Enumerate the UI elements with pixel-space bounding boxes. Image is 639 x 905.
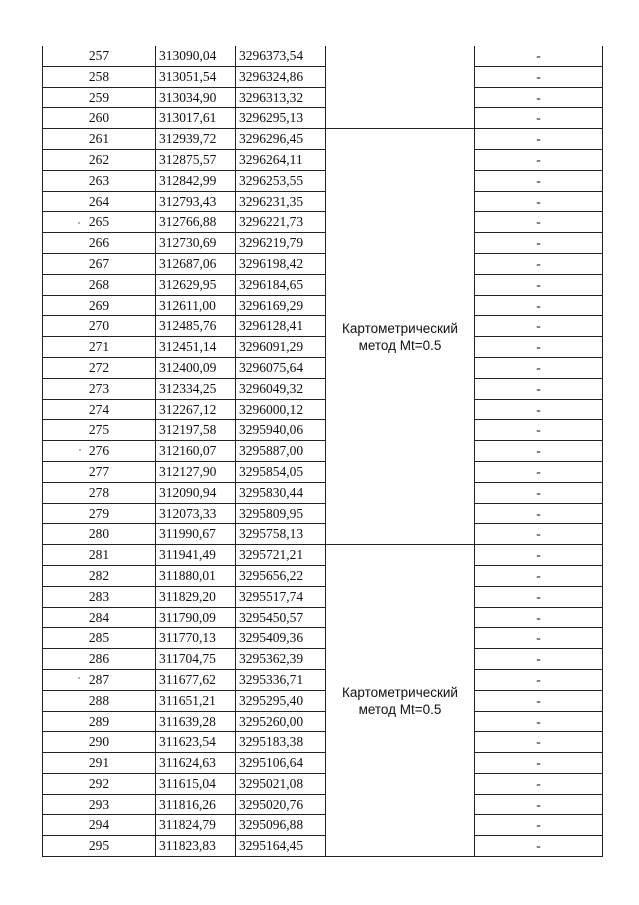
table-row — [43, 794, 603, 815]
point-number-cell: 282 — [43, 565, 156, 586]
y-coordinate-cell: 3295887,00 — [236, 441, 326, 462]
y-coordinate-cell: 3295362,39 — [236, 649, 326, 670]
table-row — [43, 337, 603, 358]
y-coordinate-cell: 3295517,74 — [236, 586, 326, 607]
error-cell: - — [475, 253, 603, 274]
x-coordinate-cell: 311816,26 — [156, 794, 236, 815]
error-cell: - — [475, 815, 603, 836]
point-number-cell: 267 — [43, 253, 156, 274]
error-cell: - — [475, 690, 603, 711]
error-cell: - — [475, 565, 603, 586]
point-number-cell: 281 — [43, 545, 156, 566]
coordinates-table-body — [43, 46, 603, 857]
error-cell: - — [475, 607, 603, 628]
table-row — [43, 108, 603, 129]
table-row — [43, 753, 603, 774]
scan-speck — [78, 222, 80, 224]
x-coordinate-cell: 311623,54 — [156, 732, 236, 753]
table-row — [43, 461, 603, 482]
y-coordinate-cell: 3296296,45 — [236, 129, 326, 150]
x-coordinate-cell: 312090,94 — [156, 482, 236, 503]
x-coordinate-cell: 311829,20 — [156, 586, 236, 607]
error-cell: - — [475, 503, 603, 524]
x-coordinate-cell: 312267,12 — [156, 399, 236, 420]
y-coordinate-cell: 3296313,32 — [236, 87, 326, 108]
y-coordinate-cell: 3296324,86 — [236, 66, 326, 87]
point-number-cell: 280 — [43, 524, 156, 545]
y-coordinate-cell: 3295656,22 — [236, 565, 326, 586]
x-coordinate-cell: 313051,54 — [156, 66, 236, 87]
point-number-cell: 278 — [43, 482, 156, 503]
y-coordinate-cell: 3296219,79 — [236, 233, 326, 254]
x-coordinate-cell: 312160,07 — [156, 441, 236, 462]
y-coordinate-cell: 3296091,29 — [236, 337, 326, 358]
point-number-cell: 273 — [43, 378, 156, 399]
error-cell: - — [475, 628, 603, 649]
x-coordinate-cell: 311639,28 — [156, 711, 236, 732]
point-number-cell: 271 — [43, 337, 156, 358]
error-cell: - — [475, 773, 603, 794]
point-number-cell: 286 — [43, 649, 156, 670]
point-number-cell: 288 — [43, 690, 156, 711]
table-row — [43, 357, 603, 378]
table-row — [43, 399, 603, 420]
point-number-cell: 277 — [43, 461, 156, 482]
point-number-cell: 265 — [43, 212, 156, 233]
y-coordinate-cell: 3296198,42 — [236, 253, 326, 274]
table-row — [43, 441, 603, 462]
table-row — [43, 628, 603, 649]
point-number-cell: 262 — [43, 149, 156, 170]
table-row — [43, 149, 603, 170]
y-coordinate-cell: 3295021,08 — [236, 773, 326, 794]
point-number-cell: 266 — [43, 233, 156, 254]
table-row — [43, 669, 603, 690]
error-cell: - — [475, 191, 603, 212]
point-number-cell: 261 — [43, 129, 156, 150]
error-cell: - — [475, 732, 603, 753]
point-number-cell: 263 — [43, 170, 156, 191]
x-coordinate-cell: 312073,33 — [156, 503, 236, 524]
point-number-cell: 295 — [43, 836, 156, 857]
x-coordinate-cell: 312127,90 — [156, 461, 236, 482]
error-cell: - — [475, 545, 603, 566]
x-coordinate-cell: 311990,67 — [156, 524, 236, 545]
x-coordinate-cell: 311790,09 — [156, 607, 236, 628]
error-cell: - — [475, 129, 603, 150]
y-coordinate-cell: 3296128,41 — [236, 316, 326, 337]
error-cell: - — [475, 482, 603, 503]
x-coordinate-cell: 312939,72 — [156, 129, 236, 150]
table-row — [43, 732, 603, 753]
error-cell: - — [475, 87, 603, 108]
y-coordinate-cell: 3296231,35 — [236, 191, 326, 212]
coordinates-table — [42, 46, 603, 857]
error-cell: - — [475, 274, 603, 295]
y-coordinate-cell: 3295096,88 — [236, 815, 326, 836]
error-cell: - — [475, 461, 603, 482]
y-coordinate-cell: 3295409,36 — [236, 628, 326, 649]
x-coordinate-cell: 312842,99 — [156, 170, 236, 191]
y-coordinate-cell: 3296295,13 — [236, 108, 326, 129]
y-coordinate-cell: 3295450,57 — [236, 607, 326, 628]
x-coordinate-cell: 313090,04 — [156, 46, 236, 66]
y-coordinate-cell: 3295164,45 — [236, 836, 326, 857]
error-cell: - — [475, 337, 603, 358]
x-coordinate-cell: 312485,76 — [156, 316, 236, 337]
error-cell: - — [475, 420, 603, 441]
point-number-cell: 284 — [43, 607, 156, 628]
point-number-cell: 258 — [43, 66, 156, 87]
table-row — [43, 233, 603, 254]
error-cell: - — [475, 149, 603, 170]
y-coordinate-cell: 3295260,00 — [236, 711, 326, 732]
y-coordinate-cell: 3296049,32 — [236, 378, 326, 399]
point-number-cell: 272 — [43, 357, 156, 378]
error-cell: - — [475, 669, 603, 690]
method-cell: Картометрический метод Mt=0.5 — [326, 129, 475, 545]
x-coordinate-cell: 312197,58 — [156, 420, 236, 441]
error-cell: - — [475, 212, 603, 233]
x-coordinate-cell: 313017,61 — [156, 108, 236, 129]
y-coordinate-cell: 3295854,05 — [236, 461, 326, 482]
y-coordinate-cell: 3295830,44 — [236, 482, 326, 503]
table-row — [43, 378, 603, 399]
error-cell: - — [475, 649, 603, 670]
error-cell: - — [475, 836, 603, 857]
point-number-cell: 259 — [43, 87, 156, 108]
point-number-cell: 260 — [43, 108, 156, 129]
table-row — [43, 815, 603, 836]
y-coordinate-cell: 3296075,64 — [236, 357, 326, 378]
method-cell: Картометрический метод Mt=0.5 — [326, 545, 475, 857]
point-number-cell: 289 — [43, 711, 156, 732]
y-coordinate-cell: 3295183,38 — [236, 732, 326, 753]
point-number-cell: 287 — [43, 669, 156, 690]
x-coordinate-cell: 311624,63 — [156, 753, 236, 774]
x-coordinate-cell: 312611,00 — [156, 295, 236, 316]
table-row — [43, 212, 603, 233]
scan-speck — [79, 449, 81, 451]
error-cell: - — [475, 46, 603, 66]
scan-speck — [78, 677, 80, 679]
x-coordinate-cell: 312687,06 — [156, 253, 236, 274]
table-row — [43, 503, 603, 524]
table-row — [43, 316, 603, 337]
table-row — [43, 565, 603, 586]
x-coordinate-cell: 312451,14 — [156, 337, 236, 358]
y-coordinate-cell: 3295020,76 — [236, 794, 326, 815]
x-coordinate-cell: 313034,90 — [156, 87, 236, 108]
y-coordinate-cell: 3296373,54 — [236, 46, 326, 66]
error-cell: - — [475, 711, 603, 732]
table-row — [43, 191, 603, 212]
table-row — [43, 87, 603, 108]
point-number-cell: 275 — [43, 420, 156, 441]
y-coordinate-cell: 3295721,21 — [236, 545, 326, 566]
y-coordinate-cell: 3295940,06 — [236, 420, 326, 441]
error-cell: - — [475, 524, 603, 545]
table-row — [43, 66, 603, 87]
point-number-cell: 283 — [43, 586, 156, 607]
error-cell: - — [475, 399, 603, 420]
point-number-cell: 269 — [43, 295, 156, 316]
y-coordinate-cell: 3295809,95 — [236, 503, 326, 524]
error-cell: - — [475, 233, 603, 254]
point-number-cell: 268 — [43, 274, 156, 295]
x-coordinate-cell: 311824,79 — [156, 815, 236, 836]
table-row — [43, 170, 603, 191]
error-cell: - — [475, 316, 603, 337]
y-coordinate-cell: 3295295,40 — [236, 690, 326, 711]
x-coordinate-cell: 312875,57 — [156, 149, 236, 170]
table-row — [43, 253, 603, 274]
x-coordinate-cell: 311615,04 — [156, 773, 236, 794]
x-coordinate-cell: 312793,43 — [156, 191, 236, 212]
x-coordinate-cell: 311677,62 — [156, 669, 236, 690]
error-cell: - — [475, 753, 603, 774]
table-row — [43, 482, 603, 503]
point-number-cell: 294 — [43, 815, 156, 836]
error-cell: - — [475, 441, 603, 462]
point-number-cell: 264 — [43, 191, 156, 212]
error-cell: - — [475, 66, 603, 87]
y-coordinate-cell: 3296169,29 — [236, 295, 326, 316]
error-cell: - — [475, 170, 603, 191]
point-number-cell: 285 — [43, 628, 156, 649]
error-cell: - — [475, 378, 603, 399]
point-number-cell: 274 — [43, 399, 156, 420]
table-row — [43, 690, 603, 711]
table-row — [43, 836, 603, 857]
x-coordinate-cell: 311880,01 — [156, 565, 236, 586]
table-row — [43, 586, 603, 607]
x-coordinate-cell: 312400,09 — [156, 357, 236, 378]
table-row — [43, 129, 603, 150]
point-number-cell: 290 — [43, 732, 156, 753]
table-row — [43, 545, 603, 566]
x-coordinate-cell: 311651,21 — [156, 690, 236, 711]
x-coordinate-cell: 311770,13 — [156, 628, 236, 649]
x-coordinate-cell: 311704,75 — [156, 649, 236, 670]
error-cell: - — [475, 295, 603, 316]
y-coordinate-cell: 3295106,64 — [236, 753, 326, 774]
x-coordinate-cell: 312766,88 — [156, 212, 236, 233]
y-coordinate-cell: 3296000,12 — [236, 399, 326, 420]
y-coordinate-cell: 3296221,73 — [236, 212, 326, 233]
table-row — [43, 274, 603, 295]
table-row — [43, 649, 603, 670]
method-cell — [326, 46, 475, 129]
table-row — [43, 711, 603, 732]
x-coordinate-cell: 312730,69 — [156, 233, 236, 254]
error-cell: - — [475, 108, 603, 129]
table-row — [43, 773, 603, 794]
table-row — [43, 420, 603, 441]
point-number-cell: 293 — [43, 794, 156, 815]
point-number-cell: 257 — [43, 46, 156, 66]
x-coordinate-cell: 312334,25 — [156, 378, 236, 399]
table-row — [43, 46, 603, 66]
y-coordinate-cell: 3296264,11 — [236, 149, 326, 170]
point-number-cell: 276 — [43, 441, 156, 462]
point-number-cell: 279 — [43, 503, 156, 524]
y-coordinate-cell: 3296184,65 — [236, 274, 326, 295]
table-row — [43, 607, 603, 628]
y-coordinate-cell: 3295336,71 — [236, 669, 326, 690]
x-coordinate-cell: 311941,49 — [156, 545, 236, 566]
x-coordinate-cell: 312629,95 — [156, 274, 236, 295]
point-number-cell: 292 — [43, 773, 156, 794]
x-coordinate-cell: 311823,83 — [156, 836, 236, 857]
point-number-cell: 291 — [43, 753, 156, 774]
error-cell: - — [475, 794, 603, 815]
table-row — [43, 524, 603, 545]
point-number-cell: 270 — [43, 316, 156, 337]
y-coordinate-cell: 3295758,13 — [236, 524, 326, 545]
y-coordinate-cell: 3296253,55 — [236, 170, 326, 191]
table-row — [43, 295, 603, 316]
error-cell: - — [475, 357, 603, 378]
error-cell: - — [475, 586, 603, 607]
